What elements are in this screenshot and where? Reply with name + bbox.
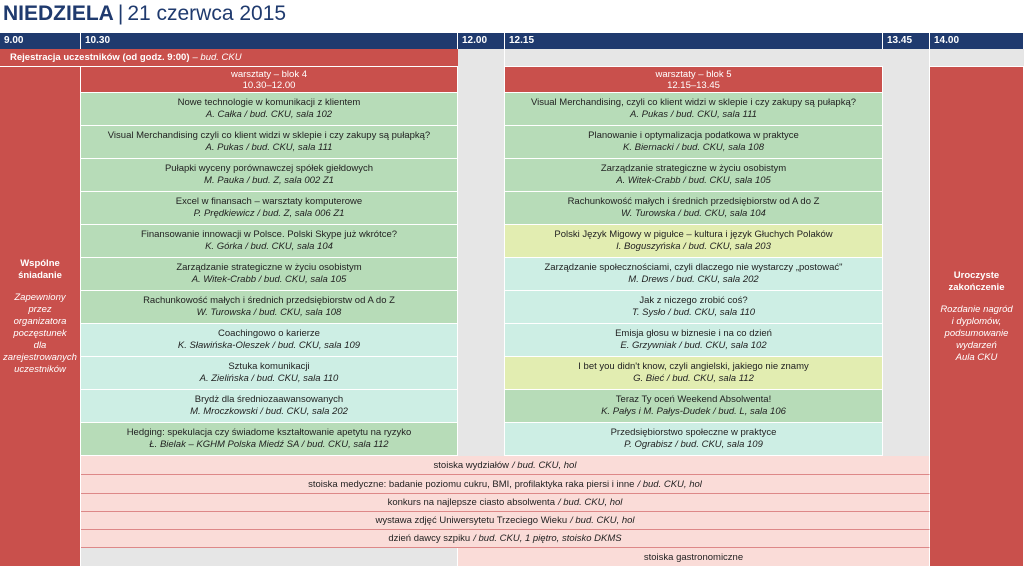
page-title: [3, 0, 286, 30]
session-title: Visual Merchandising czyli co klient widzi w sklepie i czy zakupy są pułapką?: [107, 130, 431, 141]
breakfast-line: organizatora: [13, 315, 67, 327]
time-header-1200: 12.00: [458, 33, 505, 49]
session-title: Przedsiębiorstwo społeczne w praktyce: [610, 427, 777, 438]
session-block5: [505, 258, 883, 291]
session-title: Hedging: spekulacja czy świadome kształtowanie apetytu na ryzyko: [126, 427, 412, 438]
block4-header: [81, 67, 458, 93]
session-meta: I. Boguszyńska / bud. CKU, sala 203: [616, 241, 771, 252]
session-title: Zarządzanie społecznościami, czyli dlaczego nie wystarczy „postować": [544, 262, 843, 273]
session-meta: K. Pałys i M. Pałys-Dudek / bud. L, sala 106: [601, 406, 786, 417]
session-meta: W. Turowska / bud. CKU, sala 104: [621, 208, 766, 219]
session-title: Brydż dla średniozaawansowanych: [194, 394, 344, 405]
registration-title: Rejestracja uczestników (od godz. 9:00): [10, 52, 190, 63]
breakfast-line: przez: [28, 303, 52, 315]
session-meta: W. Turowska / bud. CKU, sala 108: [196, 307, 342, 318]
session-title: Sztuka komunikacji: [228, 361, 310, 372]
gastro-row: [458, 548, 930, 566]
breakfast-line: dla: [33, 339, 47, 351]
session-block5: [505, 225, 883, 258]
time-header-1345: 13.45: [883, 33, 930, 49]
ending-title: Uroczyste zakończenie: [948, 269, 1005, 293]
session-meta: A. Zielińska / bud. CKU, sala 110: [199, 373, 339, 384]
stand-title: wystawa zdjęć Uniwersytetu Trzeciego Wieku: [375, 515, 568, 526]
time-header-1030: 10.30: [81, 33, 458, 49]
registration-bar: [0, 49, 458, 67]
breakfast-line: uczestników: [14, 363, 66, 375]
block4-title: warsztaty – blok 4: [230, 68, 308, 80]
session-meta: A. Witek-Crabb / bud. CKU, sala 105: [191, 274, 347, 285]
session-block5: [505, 423, 883, 456]
block4-time: 10.30–12.00: [242, 79, 296, 91]
breakfast-title: Wspólne śniadanie: [18, 257, 62, 281]
session-block4: [81, 291, 458, 324]
stand-place: / bud. CKU, hol: [557, 497, 623, 508]
session-meta: A. Pukas / bud. CKU, sala 111: [205, 142, 333, 153]
session-title: Coachingowo o karierze: [218, 328, 320, 339]
session-block4: [81, 93, 458, 126]
stand-place: / bud. CKU, hol: [637, 478, 702, 490]
time-header-0900: 9.00: [0, 33, 81, 49]
session-title: Visual Merchandising, czyli co klient widzi w sklepie i czy zakupy są pułapką?: [530, 97, 857, 108]
stand-place: / bud. CKU, 1 piętro, stoisko DKMS: [473, 533, 622, 544]
session-block4: [81, 225, 458, 258]
session-title: Planowanie i optymalizacja podatkowa w praktyce: [588, 130, 799, 141]
session-block5: [505, 159, 883, 192]
session-title: Teraz Ty oceń Weekend Absolwenta!: [615, 394, 772, 405]
block5-title: warsztaty – blok 5: [655, 68, 732, 80]
session-meta: K. Biernacki / bud. CKU, sala 108: [623, 142, 764, 153]
session-block5: [505, 357, 883, 390]
date: 21 czerwca 2015: [127, 2, 287, 25]
session-meta: M. Pauka / bud. Z, sala 002 Z1: [204, 175, 334, 186]
session-title: Polski Język Migowy w pigułce – kultura i język Głuchych Polaków: [554, 229, 833, 240]
title-separator: |: [117, 2, 124, 25]
ending-line: wydarzeń: [956, 339, 997, 351]
stand-place: / bud. CKU, hol: [570, 515, 635, 526]
session-meta: A. Pukas / bud. CKU, sala 111: [630, 109, 757, 120]
ending-column: [930, 67, 1024, 566]
session-block4: [81, 357, 458, 390]
gap-1215-top: [505, 49, 883, 67]
stand-title: konkurs na najlepsze ciasto absolwenta: [387, 497, 555, 508]
session-block5: [505, 126, 883, 159]
block5-header: [505, 67, 883, 93]
session-block4: [81, 258, 458, 291]
gap-1400-top: [930, 49, 1024, 67]
session-meta: K. Sławińska-Oleszek / bud. CKU, sala 109: [177, 340, 361, 351]
registration-place: – bud. CKU: [192, 52, 242, 63]
session-title: Zarządzanie strategiczne w życiu osobistym: [176, 262, 362, 273]
session-meta: A. Witek-Crabb / bud. CKU, sala 105: [616, 175, 771, 186]
session-block4: [81, 423, 458, 456]
session-title: Finansowanie innowacji w Polsce. Polski Skype już wkrótce?: [140, 229, 398, 240]
session-block4: [81, 126, 458, 159]
ending-line: i dyplomów,: [951, 315, 1002, 327]
stand-row: [81, 475, 930, 494]
ending-line: Rozdanie nagród: [940, 303, 1013, 315]
session-meta: G. Bieć / bud. CKU, sala 112: [633, 373, 754, 384]
session-title: Zarządzanie strategiczne w życiu osobistym: [600, 163, 787, 174]
session-meta: Ł. Bielak – KGHM Polska Miedź SA / bud. CKU, sala 112: [149, 439, 389, 450]
session-title: Nowe technologie w komunikacji z klientem: [177, 97, 361, 108]
session-block5: [505, 390, 883, 423]
session-title: Jak z niczego zrobić coś?: [639, 295, 748, 306]
session-block5: [505, 192, 883, 225]
breakfast-line: poczęstunek: [13, 327, 67, 339]
day-name: NIEDZIELA: [3, 2, 114, 25]
session-block4: [81, 159, 458, 192]
session-title: Excel w finansach – warsztaty komputerowe: [175, 196, 363, 207]
stand-row: [81, 456, 930, 475]
session-meta: A. Całka / bud. CKU, sala 102: [205, 109, 333, 120]
stand-title: stoiska medyczne: badanie poziomu cukru, BMI, profilaktyka raka piersi i inne: [308, 478, 635, 490]
session-meta: E. Grzywniak / bud. CKU, sala 102: [620, 340, 767, 351]
session-meta: M. Drews / bud. CKU, sala 202: [628, 274, 759, 285]
session-meta: M. Mroczkowski / bud. CKU, sala 202: [190, 406, 348, 417]
block5-time: 12.15–13.45: [667, 79, 720, 91]
session-block4: [81, 192, 458, 225]
break-column-1200: [458, 49, 505, 456]
breakfast-line: Zapewniony: [14, 291, 66, 303]
gastro-title: stoiska gastronomiczne: [643, 551, 744, 563]
stand-row: [81, 494, 930, 512]
breakfast-line: zarejestrowanych: [3, 351, 77, 363]
stand-title: dzień dawcy szpiku: [388, 533, 471, 544]
stand-place: / bud. CKU, hol: [512, 459, 577, 471]
stand-row: [81, 530, 930, 548]
session-meta: K. Górka / bud. CKU, sala 104: [205, 241, 333, 252]
session-title: Rachunkowość małych i średnich przedsiębiorstw od A do Z: [143, 295, 395, 306]
break-column-1345: [883, 49, 930, 456]
ending-line: Aula CKU: [955, 351, 998, 363]
time-header-1400: 14.00: [930, 33, 1024, 49]
session-title: Emisja głosu w biznesie i na co dzień: [615, 328, 772, 339]
session-block5: [505, 93, 883, 126]
session-block5: [505, 291, 883, 324]
session-block5: [505, 324, 883, 357]
breakfast-column: [0, 67, 81, 566]
session-block4: [81, 324, 458, 357]
session-meta: P. Ograbisz / bud. CKU, sala 109: [624, 439, 763, 450]
session-title: Rachunkowość małych i średnich przedsiębiorstw od A do Z: [567, 196, 820, 207]
ending-line: podsumowanie: [944, 327, 1009, 339]
session-title: Pułapki wyceny porównawczej spółek giełdowych: [164, 163, 374, 174]
session-block4: [81, 390, 458, 423]
stand-row: [81, 512, 930, 530]
session-title: I bet you didn't know, czyli angielski, jakiego nie znamy: [578, 361, 809, 372]
stand-title: stoiska wydziałów: [433, 459, 510, 471]
session-meta: P. Prędkiewicz / bud. Z, sala 006 Z1: [193, 208, 345, 219]
time-header-1215: 12.15: [505, 33, 883, 49]
gastro-gap: [81, 548, 458, 566]
session-meta: T. Sysło / bud. CKU, sala 110: [631, 307, 756, 318]
